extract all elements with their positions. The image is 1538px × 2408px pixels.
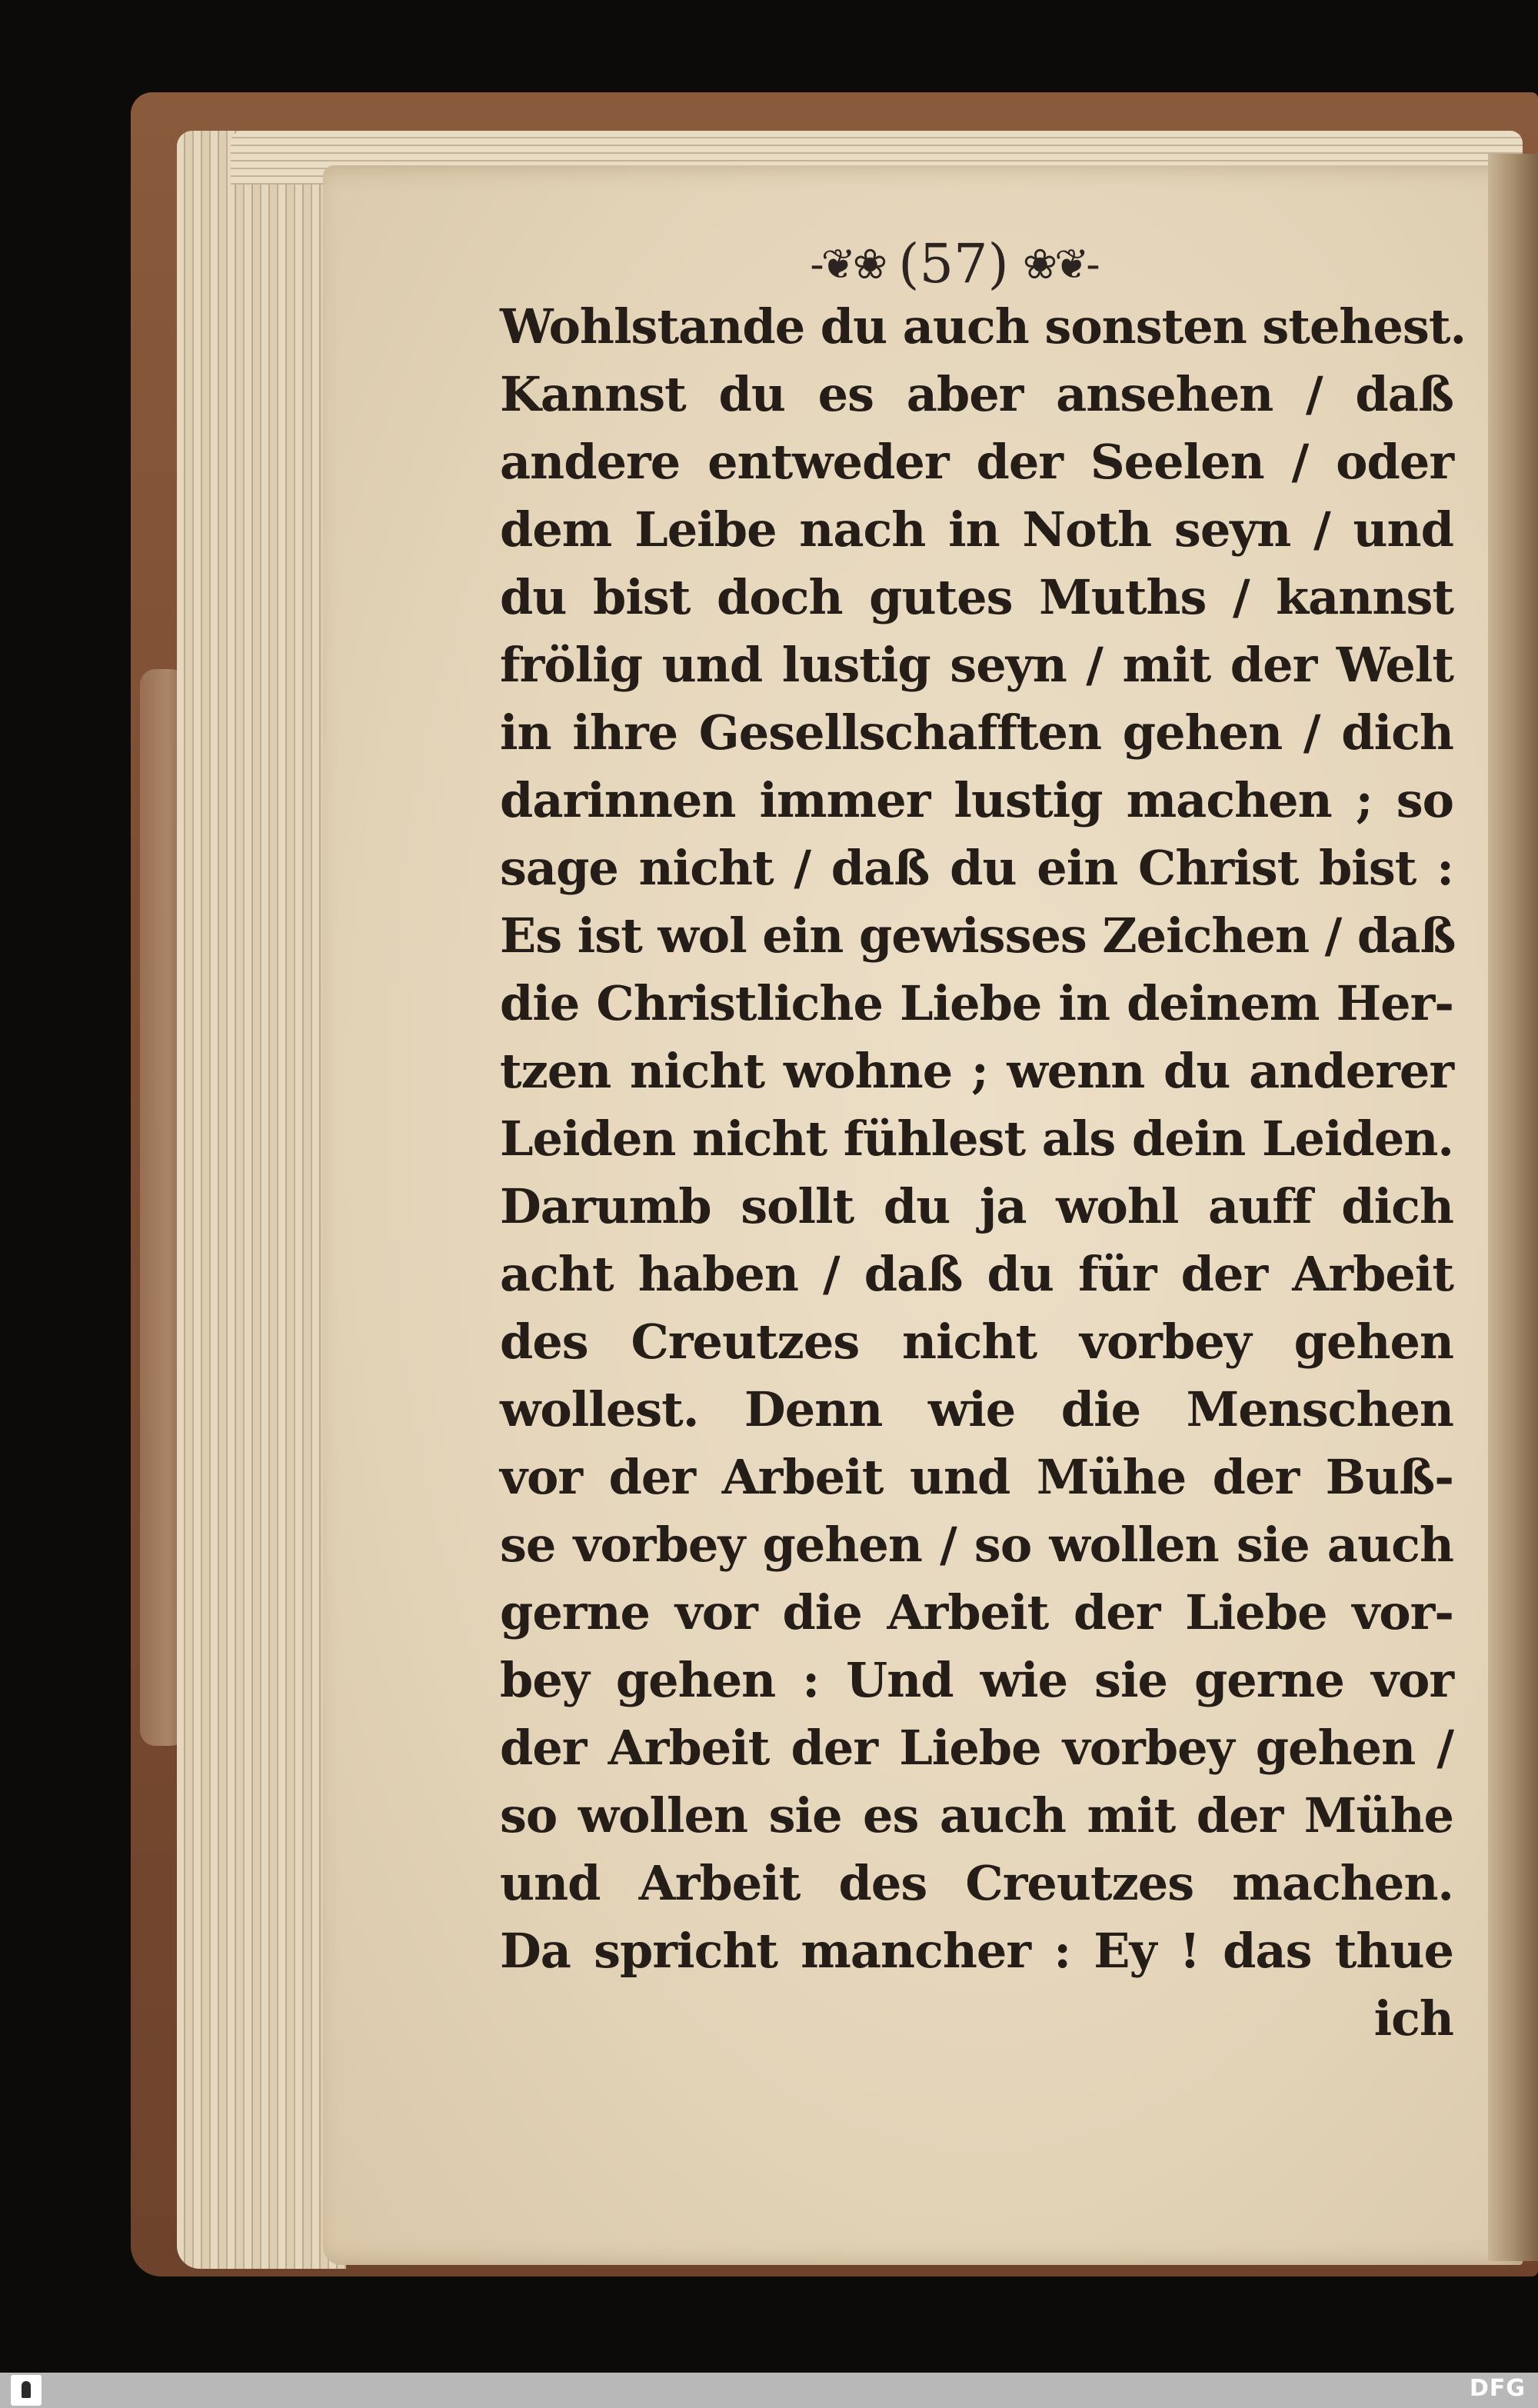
footer-bar bbox=[0, 2373, 1538, 2408]
text-line: dem Leibe nach in Noth seyn / und bbox=[500, 501, 1453, 558]
book-gutter bbox=[1488, 154, 1538, 2261]
text-line: acht haben / daß du für der Arbeit bbox=[500, 1246, 1453, 1302]
text-line: des Creutzes nicht vorbey gehen bbox=[500, 1314, 1453, 1370]
text-line: die Christliche Liebe in deinem Her- bbox=[500, 975, 1453, 1031]
text-line: und Arbeit des Creutzes machen. bbox=[500, 1855, 1453, 1911]
text-line: Darumb sollt du ja wohl auff dich bbox=[500, 1178, 1453, 1234]
dfg-mark: DFG bbox=[1469, 2375, 1526, 2402]
page-number: (57) bbox=[898, 232, 1009, 295]
text-line: so wollen sie es auch mit der Mühe bbox=[500, 1787, 1453, 1843]
text-line: Kannst du es aber ansehen / daß bbox=[500, 366, 1453, 422]
text-line: frölig und lustig seyn / mit der Welt bbox=[500, 637, 1453, 693]
ornament-left-icon: -❦❀ bbox=[810, 239, 885, 288]
text-line: Da spricht mancher : Ey ! das thue bbox=[500, 1923, 1453, 1979]
text-line: andere entweder der Seelen / oder bbox=[500, 434, 1453, 490]
text-line: bey gehen : Und wie sie gerne vor bbox=[500, 1652, 1453, 1708]
text-line: tzen nicht wohne ; wenn du anderer bbox=[500, 1043, 1453, 1099]
text-line: Es ist wol ein gewisses Zeichen / daß bbox=[500, 908, 1456, 964]
page-edges-left bbox=[177, 131, 346, 2269]
text-line: vor der Arbeit und Mühe der Buß- bbox=[500, 1449, 1453, 1505]
catchword: ich bbox=[1373, 1990, 1453, 2047]
text-line: wollest. Denn wie die Menschen bbox=[500, 1381, 1453, 1437]
text-line: gerne vor die Arbeit der Liebe vor- bbox=[500, 1584, 1453, 1640]
text-line: Leiden nicht fühlest als dein Leiden. bbox=[500, 1111, 1453, 1167]
text-line: Wohlstande du auch sonsten stehest. bbox=[500, 298, 1466, 355]
text-line: darinnen immer lustig machen ; so bbox=[500, 772, 1453, 828]
library-logo-icon bbox=[11, 2375, 42, 2406]
text-line: du bist doch gutes Muths / kannst bbox=[500, 569, 1453, 625]
text-line: sage nicht / daß du ein Christ bist : bbox=[500, 840, 1453, 896]
text-line: se vorbey gehen / so wollen sie auch bbox=[500, 1517, 1453, 1573]
ornament-right-icon: ❀❦- bbox=[1022, 239, 1097, 288]
text-line: in ihre Gesellschafften gehen / dich bbox=[500, 704, 1453, 761]
text-line: der Arbeit der Liebe vorbey gehen / bbox=[500, 1720, 1453, 1776]
body-text bbox=[500, 292, 1466, 2092]
